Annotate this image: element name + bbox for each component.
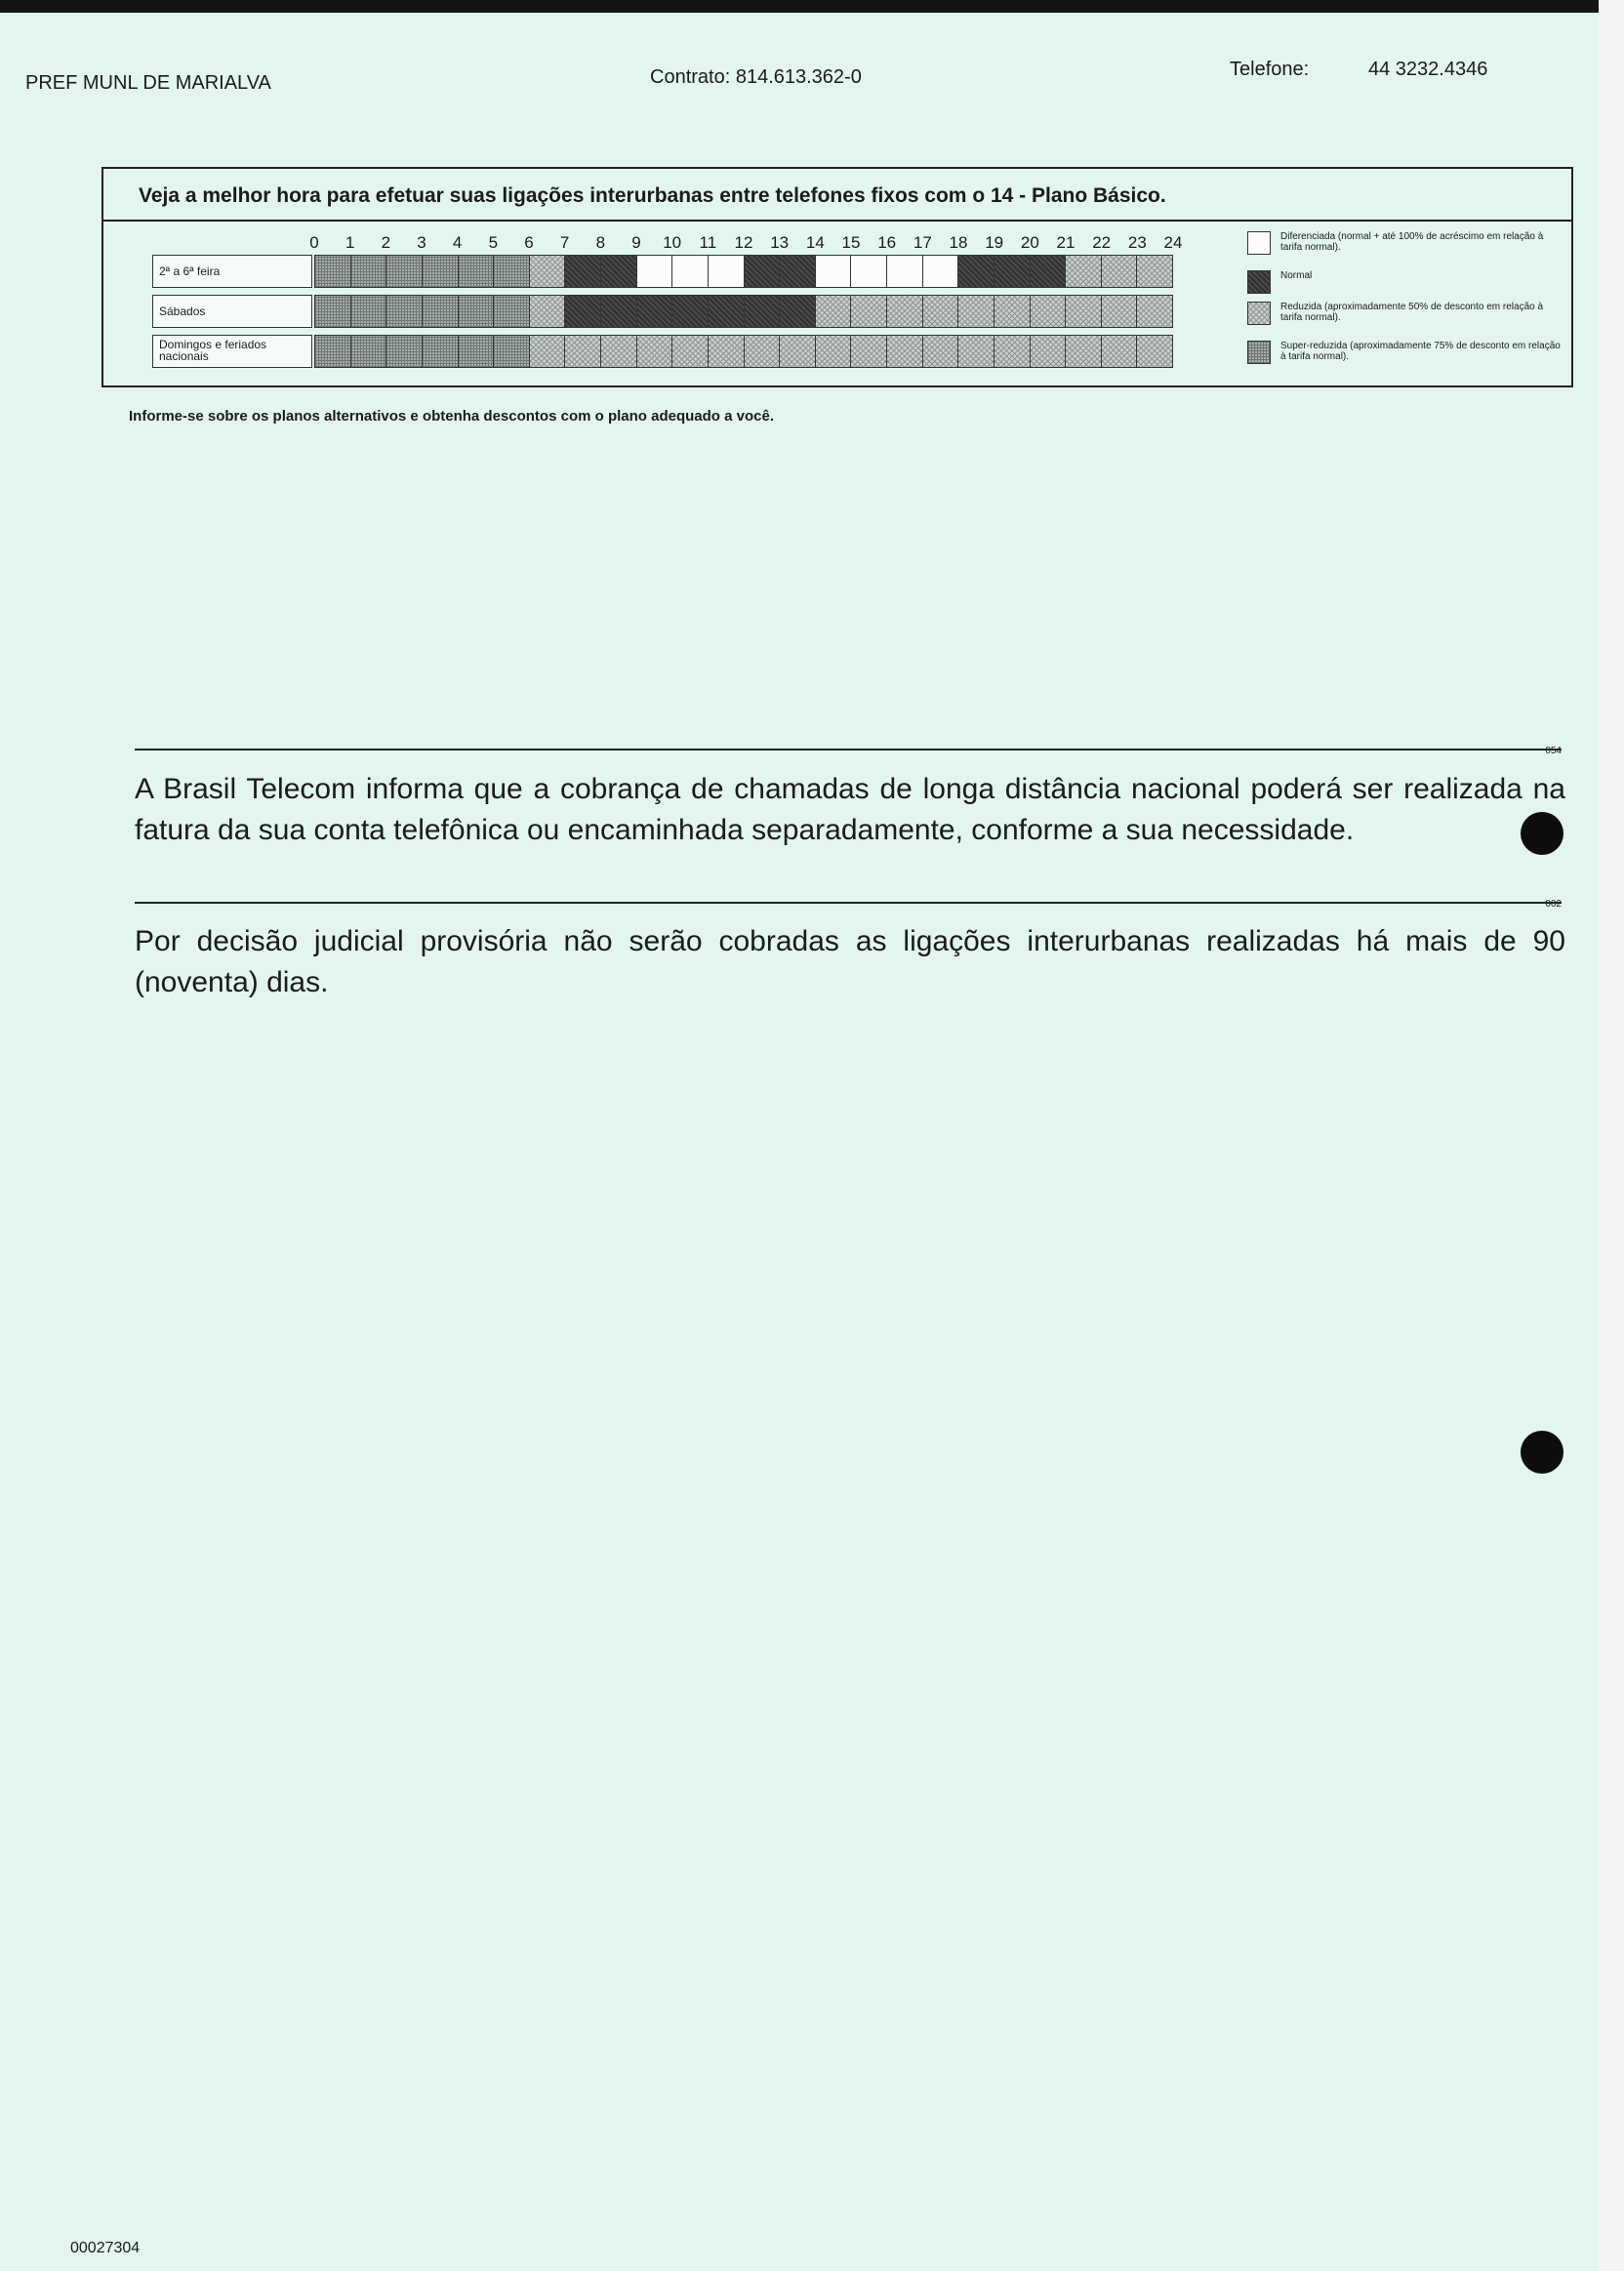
hour-cell-reduzida xyxy=(1137,336,1172,367)
plans-footnote: Informe-se sobre os planos alternativos e obtenha descontos com o plano adequado a você. xyxy=(129,408,774,425)
hour-cell-diferenciada xyxy=(672,256,709,287)
hour-tick: 7 xyxy=(559,233,570,252)
hour-cell-normal xyxy=(565,256,601,287)
hour-cell-reduzida xyxy=(995,336,1031,367)
legend-item-reduzida xyxy=(1247,302,1563,325)
hour-cell-reduzida xyxy=(851,296,887,327)
hour-cell-reduzida xyxy=(816,296,852,327)
hour-cell-diferenciada xyxy=(637,256,673,287)
hour-tick: 13 xyxy=(770,233,790,252)
hour-cell-super xyxy=(351,296,387,327)
hour-tick: 2 xyxy=(381,233,391,252)
legend-text: Reduzida (aproximadamente 50% de desconto em relação à tarifa normal). xyxy=(1280,302,1544,323)
hour-grid-row xyxy=(314,295,1173,328)
hour-cell-super xyxy=(351,256,387,287)
hour-cell-normal xyxy=(995,256,1031,287)
hour-cell-normal xyxy=(672,296,709,327)
phone-label: Telefone: xyxy=(1230,59,1310,80)
hour-cell-super xyxy=(494,296,530,327)
hour-tick: 11 xyxy=(699,233,717,252)
hour-cell-super xyxy=(386,296,423,327)
legend-swatch xyxy=(1247,270,1271,294)
hour-cell-diferenciada xyxy=(923,256,959,287)
legend-text: Normal xyxy=(1280,270,1313,281)
legend-item-super xyxy=(1247,341,1563,364)
hour-cell-reduzida xyxy=(958,336,995,367)
notice-code: 002 xyxy=(1545,899,1562,910)
hour-cell-reduzida xyxy=(637,336,673,367)
hour-cell-super xyxy=(386,256,423,287)
hour-tick: 15 xyxy=(841,233,861,252)
hour-cell-reduzida xyxy=(995,296,1031,327)
phone-number: 44 3232.4346 xyxy=(1368,59,1488,80)
hour-tick: 10 xyxy=(663,233,682,252)
hour-cell-super xyxy=(423,296,459,327)
hour-tick: 21 xyxy=(1056,233,1076,252)
hour-tick: 4 xyxy=(452,233,463,252)
hour-cell-normal xyxy=(745,296,781,327)
hour-cell-reduzida xyxy=(1102,296,1138,327)
hour-tick: 18 xyxy=(949,233,968,252)
hour-cell-diferenciada xyxy=(816,256,852,287)
notice-code: 054 xyxy=(1545,746,1562,756)
notice-long-distance-billing: A Brasil Telecom informa que a cobrança de chamadas de longa distância nacional poderá ser realizada na fatura da sua conta telefônica ou encaminhada separadamente, conforme a sua necessidade. xyxy=(135,773,1565,846)
legend-item-normal xyxy=(1247,270,1563,294)
hour-cell-diferenciada xyxy=(709,256,745,287)
scan-right-edge xyxy=(1599,0,1624,2271)
hour-cell-reduzida xyxy=(1066,336,1102,367)
hour-tick: 16 xyxy=(877,233,897,252)
hour-grid-row xyxy=(314,255,1173,288)
hour-cell-reduzida xyxy=(958,296,995,327)
hour-cell-reduzida xyxy=(923,336,959,367)
hour-cell-reduzida xyxy=(1102,256,1138,287)
hour-cell-reduzida xyxy=(1066,256,1102,287)
hour-tick: 0 xyxy=(309,233,319,252)
hour-tick: 5 xyxy=(488,233,499,252)
hour-cell-reduzida xyxy=(530,256,566,287)
hour-cell-super xyxy=(459,296,495,327)
legend-text: Super-reduzida (aproximadamente 75% de desconto em relação à tarifa normal). xyxy=(1280,341,1561,362)
legend-swatch xyxy=(1247,341,1271,364)
hour-cell-reduzida xyxy=(887,336,923,367)
hour-cell-normal xyxy=(780,256,816,287)
notice-divider xyxy=(135,902,1562,904)
hour-cell-super xyxy=(315,296,351,327)
hour-tick: 3 xyxy=(417,233,426,252)
hour-cell-reduzida xyxy=(530,296,566,327)
hour-tick: 8 xyxy=(595,233,606,252)
hour-cell-reduzida xyxy=(1031,336,1067,367)
hour-cell-reduzida xyxy=(745,336,781,367)
hour-cell-reduzida xyxy=(530,336,566,367)
hour-tick: 20 xyxy=(1020,233,1039,252)
hour-tick: 19 xyxy=(985,233,1004,252)
day-label: Sábados xyxy=(152,295,312,328)
hour-cell-normal xyxy=(637,296,673,327)
hour-grid-row xyxy=(314,335,1173,368)
hour-tick: 17 xyxy=(913,233,932,252)
hour-cell-reduzida xyxy=(780,336,816,367)
hour-cell-reduzida xyxy=(923,296,959,327)
hour-cell-super xyxy=(494,256,530,287)
hour-cell-reduzida xyxy=(709,336,745,367)
hour-cell-super xyxy=(315,336,351,367)
day-label: 2ª a 6ª feira xyxy=(152,255,312,288)
hour-tick: 24 xyxy=(1163,233,1183,252)
hour-cell-reduzida xyxy=(816,336,852,367)
hour-cell-reduzida xyxy=(1137,296,1172,327)
hour-tick: 6 xyxy=(524,233,534,252)
hour-cell-normal xyxy=(709,296,745,327)
hour-cell-reduzida xyxy=(1137,256,1172,287)
hour-tick: 12 xyxy=(734,233,753,252)
punch-hole xyxy=(1521,1431,1563,1474)
hour-cell-reduzida xyxy=(601,336,637,367)
call-hours-table xyxy=(102,167,1573,387)
legend-text: Diferenciada (normal + até 100% de acréscimo em relação à tarifa normal). xyxy=(1280,231,1544,253)
hour-cell-reduzida xyxy=(887,296,923,327)
hour-cell-normal xyxy=(565,296,601,327)
call-hours-title: Veja a melhor hora para efetuar suas ligações interurbanas entre telefones fixos com o 14 - Plano Básico. xyxy=(139,184,1166,207)
hour-cell-super xyxy=(351,336,387,367)
notice-judicial-decision: Por decisão judicial provisória não serão cobradas as ligações interurbanas realizadas há mais de 90 (noventa) dias. xyxy=(135,925,1565,998)
hour-cell-reduzida xyxy=(1102,336,1138,367)
hour-cell-super xyxy=(494,336,530,367)
hour-cell-normal xyxy=(1031,256,1067,287)
hour-cell-normal xyxy=(601,296,637,327)
hour-cell-reduzida xyxy=(565,336,601,367)
document-number: 00027304 xyxy=(70,2240,141,2256)
hour-cell-normal xyxy=(745,256,781,287)
hour-cell-super xyxy=(423,256,459,287)
contract-number: Contrato: 814.613.362-0 xyxy=(650,66,862,88)
hour-tick: 14 xyxy=(805,233,825,252)
legend-item-diferenciada xyxy=(1247,231,1563,255)
hour-cell-reduzida xyxy=(672,336,709,367)
hour-cell-normal xyxy=(958,256,995,287)
hour-cell-reduzida xyxy=(1066,296,1102,327)
hour-cell-super xyxy=(386,336,423,367)
hour-cell-super xyxy=(459,256,495,287)
hour-tick: 9 xyxy=(631,233,641,252)
hour-tick: 1 xyxy=(345,233,355,252)
hour-cell-super xyxy=(459,336,495,367)
customer-name: PREF MUNL DE MARIALVA xyxy=(25,72,271,94)
notice-divider xyxy=(135,749,1562,750)
hour-cell-normal xyxy=(601,256,637,287)
hour-tick: 23 xyxy=(1127,233,1147,252)
hour-cell-diferenciada xyxy=(887,256,923,287)
legend-swatch xyxy=(1247,302,1271,325)
scan-top-edge xyxy=(0,0,1624,13)
punch-hole xyxy=(1521,812,1563,855)
hour-cell-reduzida xyxy=(851,336,887,367)
day-label: Domingos e feriados nacionais xyxy=(152,335,312,368)
hour-cell-normal xyxy=(780,296,816,327)
title-divider xyxy=(103,220,1571,222)
hour-cell-super xyxy=(315,256,351,287)
hour-cell-super xyxy=(423,336,459,367)
hour-tick: 22 xyxy=(1092,233,1112,252)
hour-cell-reduzida xyxy=(1031,296,1067,327)
legend-swatch xyxy=(1247,231,1271,255)
hour-cell-diferenciada xyxy=(851,256,887,287)
